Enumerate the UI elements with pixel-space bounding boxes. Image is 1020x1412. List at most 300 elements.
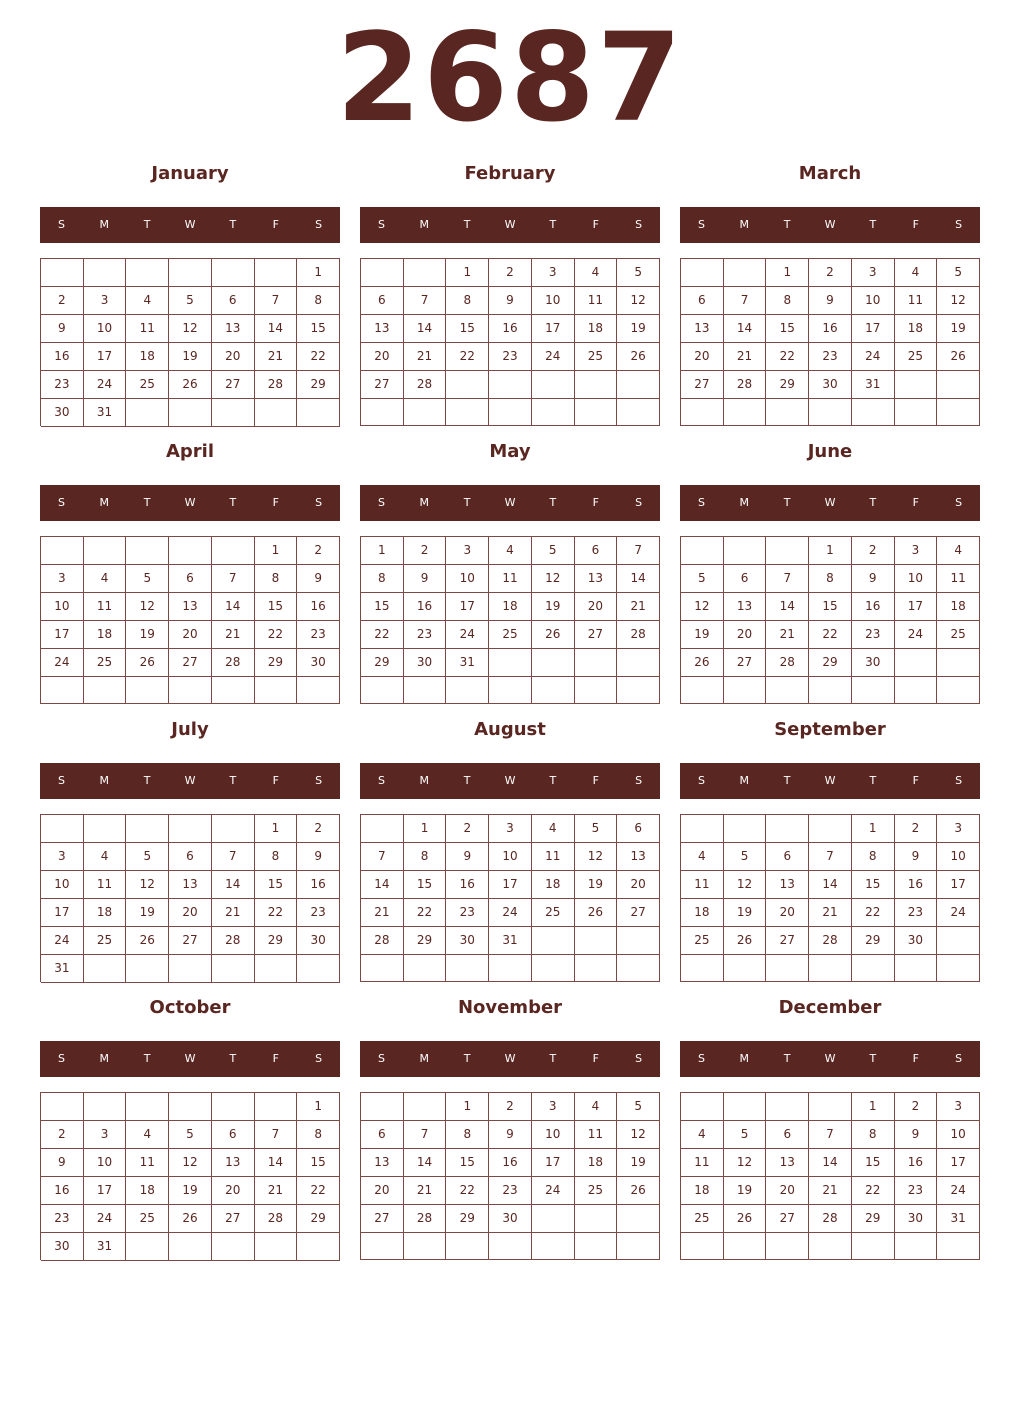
day-cell: 16 [41, 343, 84, 371]
day-cell [681, 1093, 724, 1121]
day-cell [489, 371, 532, 399]
day-cell [41, 537, 84, 565]
day-cell: 21 [212, 899, 255, 927]
day-cell [766, 1093, 809, 1121]
day-cell: 7 [724, 287, 767, 315]
day-cell: 7 [212, 565, 255, 593]
day-cell [724, 955, 767, 982]
day-cell: 24 [41, 649, 84, 677]
weekday-label: W [504, 496, 516, 509]
day-cell: 6 [361, 1121, 404, 1149]
day-cell [809, 1233, 852, 1260]
month-name: February [464, 163, 556, 184]
day-cell [297, 677, 340, 704]
day-cell: 3 [41, 565, 84, 593]
weekday-label: W [504, 1052, 516, 1065]
day-cell: 8 [297, 1121, 340, 1149]
weekday-label: F [912, 1052, 919, 1065]
day-cell: 5 [575, 815, 618, 843]
day-cell: 2 [446, 815, 489, 843]
day-cell [255, 259, 298, 287]
month-march [680, 159, 980, 429]
day-cell: 29 [255, 649, 298, 677]
day-cell [212, 399, 255, 427]
day-cell: 28 [809, 1205, 852, 1233]
day-cell: 30 [297, 649, 340, 677]
day-cell: 18 [84, 621, 127, 649]
day-cell: 28 [724, 371, 767, 399]
weekday-label: S [697, 496, 705, 509]
day-cell [724, 259, 767, 287]
day-cell: 23 [489, 343, 532, 371]
day-cell: 19 [169, 343, 212, 371]
month-september [680, 715, 980, 985]
day-cell [937, 649, 980, 677]
weekday-label: W [824, 774, 836, 787]
day-cell [852, 955, 895, 982]
day-cell: 16 [404, 593, 447, 621]
day-cell: 29 [297, 371, 340, 399]
weekday-label: T [229, 218, 237, 231]
day-cell: 24 [84, 371, 127, 399]
day-cell: 4 [489, 537, 532, 565]
day-cell: 20 [724, 621, 767, 649]
day-cell [84, 537, 127, 565]
day-cell: 25 [126, 1205, 169, 1233]
weekday-label: F [592, 1052, 599, 1065]
weekday-label: M [99, 1052, 110, 1065]
day-cell: 24 [937, 1177, 980, 1205]
day-cell: 20 [766, 1177, 809, 1205]
weekday-label: S [697, 774, 705, 787]
weekday-header [680, 763, 980, 799]
day-cell: 25 [681, 927, 724, 955]
day-cell: 16 [446, 871, 489, 899]
day-cell [126, 1093, 169, 1121]
day-cell [532, 1205, 575, 1233]
day-cell: 22 [446, 1177, 489, 1205]
day-cell [575, 1205, 618, 1233]
day-cell: 24 [852, 343, 895, 371]
day-cell [532, 927, 575, 955]
day-cell [255, 1093, 298, 1121]
weekday-label: T [143, 496, 151, 509]
day-cell [532, 649, 575, 677]
day-cell: 21 [361, 899, 404, 927]
day-cell: 12 [724, 1149, 767, 1177]
day-cell: 16 [297, 593, 340, 621]
day-cell [809, 677, 852, 704]
day-cell: 30 [446, 927, 489, 955]
day-cell: 15 [255, 593, 298, 621]
day-cell: 27 [766, 927, 809, 955]
day-cell [617, 927, 660, 955]
day-cell: 10 [532, 287, 575, 315]
day-grid [40, 258, 340, 426]
day-cell: 29 [255, 927, 298, 955]
day-cell: 31 [84, 399, 127, 427]
day-cell: 14 [809, 1149, 852, 1177]
day-cell [126, 537, 169, 565]
day-cell: 15 [809, 593, 852, 621]
day-cell: 10 [84, 1149, 127, 1177]
day-cell: 11 [681, 1149, 724, 1177]
weekday-label: T [229, 496, 237, 509]
month-name: April [165, 441, 215, 462]
day-cell: 17 [532, 315, 575, 343]
day-cell: 16 [297, 871, 340, 899]
weekday-label: T [869, 218, 877, 231]
day-cell: 12 [681, 593, 724, 621]
day-cell: 13 [169, 871, 212, 899]
day-cell: 4 [575, 259, 618, 287]
day-cell: 20 [212, 1177, 255, 1205]
day-cell: 20 [361, 343, 404, 371]
day-cell: 16 [489, 315, 532, 343]
day-cell [255, 677, 298, 704]
day-cell: 27 [766, 1205, 809, 1233]
day-cell: 26 [575, 899, 618, 927]
month-name: July [171, 719, 209, 740]
day-cell [724, 677, 767, 704]
day-cell: 20 [681, 343, 724, 371]
month-april [40, 437, 340, 707]
weekday-label: M [419, 1052, 430, 1065]
day-cell [532, 955, 575, 982]
day-cell: 9 [852, 565, 895, 593]
day-cell: 2 [895, 815, 938, 843]
day-cell: 3 [532, 259, 575, 287]
day-cell: 8 [404, 843, 447, 871]
day-cell: 23 [297, 621, 340, 649]
month-name: March [798, 163, 862, 184]
day-cell: 1 [852, 815, 895, 843]
day-cell: 14 [617, 565, 660, 593]
month-may [360, 437, 660, 707]
day-cell: 7 [404, 1121, 447, 1149]
day-cell: 21 [766, 621, 809, 649]
weekday-label: F [272, 218, 279, 231]
day-cell [532, 371, 575, 399]
day-cell [41, 259, 84, 287]
day-cell: 13 [169, 593, 212, 621]
day-cell: 22 [766, 343, 809, 371]
day-cell [937, 1233, 980, 1260]
day-cell: 6 [724, 565, 767, 593]
month-june [680, 437, 980, 707]
day-cell [766, 1233, 809, 1260]
day-cell [361, 677, 404, 704]
day-cell: 8 [446, 1121, 489, 1149]
weekday-header [360, 763, 660, 799]
day-cell [212, 1233, 255, 1261]
day-cell: 27 [212, 1205, 255, 1233]
day-cell: 19 [724, 899, 767, 927]
day-cell: 28 [212, 649, 255, 677]
day-cell: 18 [489, 593, 532, 621]
day-cell [681, 1233, 724, 1260]
day-cell: 25 [489, 621, 532, 649]
day-cell: 15 [852, 871, 895, 899]
day-cell [766, 677, 809, 704]
day-cell: 2 [297, 815, 340, 843]
day-cell: 29 [852, 1205, 895, 1233]
day-cell: 12 [575, 843, 618, 871]
day-cell [404, 1093, 447, 1121]
day-cell: 29 [361, 649, 404, 677]
day-cell [404, 399, 447, 426]
day-cell [617, 371, 660, 399]
day-cell: 7 [255, 1121, 298, 1149]
day-cell: 27 [724, 649, 767, 677]
day-cell: 25 [84, 649, 127, 677]
day-cell: 24 [895, 621, 938, 649]
day-cell: 12 [126, 593, 169, 621]
day-cell: 13 [212, 315, 255, 343]
day-cell: 26 [126, 649, 169, 677]
day-cell: 11 [937, 565, 980, 593]
weekday-label: T [869, 496, 877, 509]
weekday-label: S [377, 496, 385, 509]
weekday-label: M [419, 774, 430, 787]
day-cell: 1 [255, 815, 298, 843]
day-cell [41, 1093, 84, 1121]
day-cell: 10 [84, 315, 127, 343]
day-cell: 3 [895, 537, 938, 565]
day-cell [404, 677, 447, 704]
day-cell: 1 [446, 1093, 489, 1121]
day-cell: 28 [255, 371, 298, 399]
day-cell [255, 955, 298, 983]
day-cell: 22 [255, 621, 298, 649]
day-cell [895, 955, 938, 982]
day-cell: 19 [532, 593, 575, 621]
day-cell: 17 [84, 343, 127, 371]
weekday-label: T [463, 496, 471, 509]
day-cell: 12 [169, 315, 212, 343]
day-cell: 26 [681, 649, 724, 677]
day-cell: 5 [532, 537, 575, 565]
weekday-label: F [912, 496, 919, 509]
day-cell: 8 [852, 1121, 895, 1149]
day-cell: 31 [41, 955, 84, 983]
weekday-label: S [315, 1052, 323, 1065]
day-cell [681, 399, 724, 426]
day-cell [297, 399, 340, 427]
day-cell: 12 [532, 565, 575, 593]
day-cell: 13 [212, 1149, 255, 1177]
day-cell [126, 815, 169, 843]
day-cell: 3 [489, 815, 532, 843]
day-cell: 26 [617, 343, 660, 371]
day-cell: 17 [937, 1149, 980, 1177]
weekday-label: M [739, 496, 750, 509]
day-cell [361, 259, 404, 287]
day-cell: 30 [852, 649, 895, 677]
weekday-label: W [824, 1052, 836, 1065]
day-cell: 17 [41, 621, 84, 649]
day-grid [360, 258, 660, 426]
day-cell: 21 [809, 899, 852, 927]
day-cell: 28 [617, 621, 660, 649]
day-cell [766, 815, 809, 843]
day-cell: 31 [852, 371, 895, 399]
day-cell: 17 [489, 871, 532, 899]
day-cell: 22 [852, 899, 895, 927]
day-cell: 23 [404, 621, 447, 649]
weekday-label: W [184, 218, 196, 231]
day-cell: 15 [766, 315, 809, 343]
day-cell: 19 [126, 899, 169, 927]
day-cell: 15 [297, 1149, 340, 1177]
weekday-label: T [783, 496, 791, 509]
day-cell [937, 927, 980, 955]
day-cell [169, 1233, 212, 1261]
day-cell: 4 [84, 843, 127, 871]
day-cell: 20 [169, 621, 212, 649]
day-cell [575, 399, 618, 426]
day-cell: 22 [361, 621, 404, 649]
day-cell: 14 [255, 1149, 298, 1177]
day-cell: 5 [724, 843, 767, 871]
day-cell [766, 399, 809, 426]
day-cell [681, 815, 724, 843]
weekday-label: T [463, 218, 471, 231]
day-cell: 22 [297, 1177, 340, 1205]
weekday-header [40, 763, 340, 799]
day-cell [724, 399, 767, 426]
day-cell: 21 [212, 621, 255, 649]
day-cell: 23 [446, 899, 489, 927]
day-grid [680, 814, 980, 982]
day-cell: 26 [532, 621, 575, 649]
weekday-label: T [783, 774, 791, 787]
weekday-label: W [184, 1052, 196, 1065]
weekday-label: W [184, 496, 196, 509]
day-cell: 11 [575, 287, 618, 315]
day-cell: 4 [895, 259, 938, 287]
weekday-label: F [912, 218, 919, 231]
day-cell: 9 [489, 287, 532, 315]
day-cell: 6 [169, 565, 212, 593]
day-cell [84, 815, 127, 843]
month-name: December [778, 997, 882, 1018]
weekday-label: S [955, 218, 963, 231]
day-cell: 14 [255, 315, 298, 343]
weekday-label: S [57, 218, 65, 231]
weekday-label: F [592, 774, 599, 787]
weekday-header [40, 1041, 340, 1077]
day-cell: 8 [809, 565, 852, 593]
day-cell [169, 815, 212, 843]
day-cell: 9 [489, 1121, 532, 1149]
day-cell: 25 [126, 371, 169, 399]
day-cell: 1 [852, 1093, 895, 1121]
day-cell [809, 955, 852, 982]
day-cell: 25 [937, 621, 980, 649]
day-cell [126, 399, 169, 427]
weekday-header [680, 1041, 980, 1077]
weekday-label: T [783, 1052, 791, 1065]
day-cell [126, 955, 169, 983]
weekday-label: T [463, 1052, 471, 1065]
month-name: May [489, 441, 531, 462]
day-cell: 14 [766, 593, 809, 621]
day-cell: 19 [681, 621, 724, 649]
day-grid [360, 1092, 660, 1260]
day-cell: 10 [41, 593, 84, 621]
weekday-label: S [57, 774, 65, 787]
day-cell: 29 [766, 371, 809, 399]
day-cell [724, 815, 767, 843]
day-cell: 5 [169, 1121, 212, 1149]
day-grid [40, 536, 340, 704]
day-cell [617, 1233, 660, 1260]
day-cell [937, 399, 980, 426]
day-cell: 8 [766, 287, 809, 315]
day-cell: 11 [575, 1121, 618, 1149]
day-cell: 14 [212, 593, 255, 621]
day-cell: 16 [852, 593, 895, 621]
day-cell: 4 [84, 565, 127, 593]
day-cell: 25 [575, 1177, 618, 1205]
day-cell [852, 1233, 895, 1260]
day-cell: 15 [446, 1149, 489, 1177]
day-cell: 10 [852, 287, 895, 315]
day-cell [766, 537, 809, 565]
day-cell: 17 [532, 1149, 575, 1177]
day-cell: 17 [41, 899, 84, 927]
weekday-header [360, 207, 660, 243]
day-cell: 17 [895, 593, 938, 621]
weekday-label: M [419, 496, 430, 509]
day-cell: 7 [766, 565, 809, 593]
day-cell: 10 [937, 1121, 980, 1149]
day-cell: 5 [617, 259, 660, 287]
day-cell [126, 1233, 169, 1261]
day-cell: 19 [169, 1177, 212, 1205]
day-cell: 14 [361, 871, 404, 899]
day-cell [489, 677, 532, 704]
day-cell [126, 259, 169, 287]
day-cell: 1 [446, 259, 489, 287]
day-cell: 9 [809, 287, 852, 315]
day-cell: 28 [255, 1205, 298, 1233]
day-cell: 21 [724, 343, 767, 371]
day-cell: 3 [84, 1121, 127, 1149]
weekday-header [360, 485, 660, 521]
weekday-label: M [99, 218, 110, 231]
day-cell: 14 [724, 315, 767, 343]
day-cell: 23 [489, 1177, 532, 1205]
weekday-label: T [549, 1052, 557, 1065]
day-cell [809, 815, 852, 843]
day-cell: 1 [766, 259, 809, 287]
weekday-label: S [635, 496, 643, 509]
day-cell [489, 1233, 532, 1260]
day-cell: 23 [895, 899, 938, 927]
day-cell: 15 [852, 1149, 895, 1177]
weekday-header [680, 207, 980, 243]
day-cell [169, 677, 212, 704]
day-cell [895, 649, 938, 677]
day-cell: 6 [681, 287, 724, 315]
day-cell: 21 [255, 1177, 298, 1205]
day-cell: 23 [41, 1205, 84, 1233]
day-cell: 9 [404, 565, 447, 593]
weekday-label: W [824, 218, 836, 231]
day-cell: 3 [84, 287, 127, 315]
